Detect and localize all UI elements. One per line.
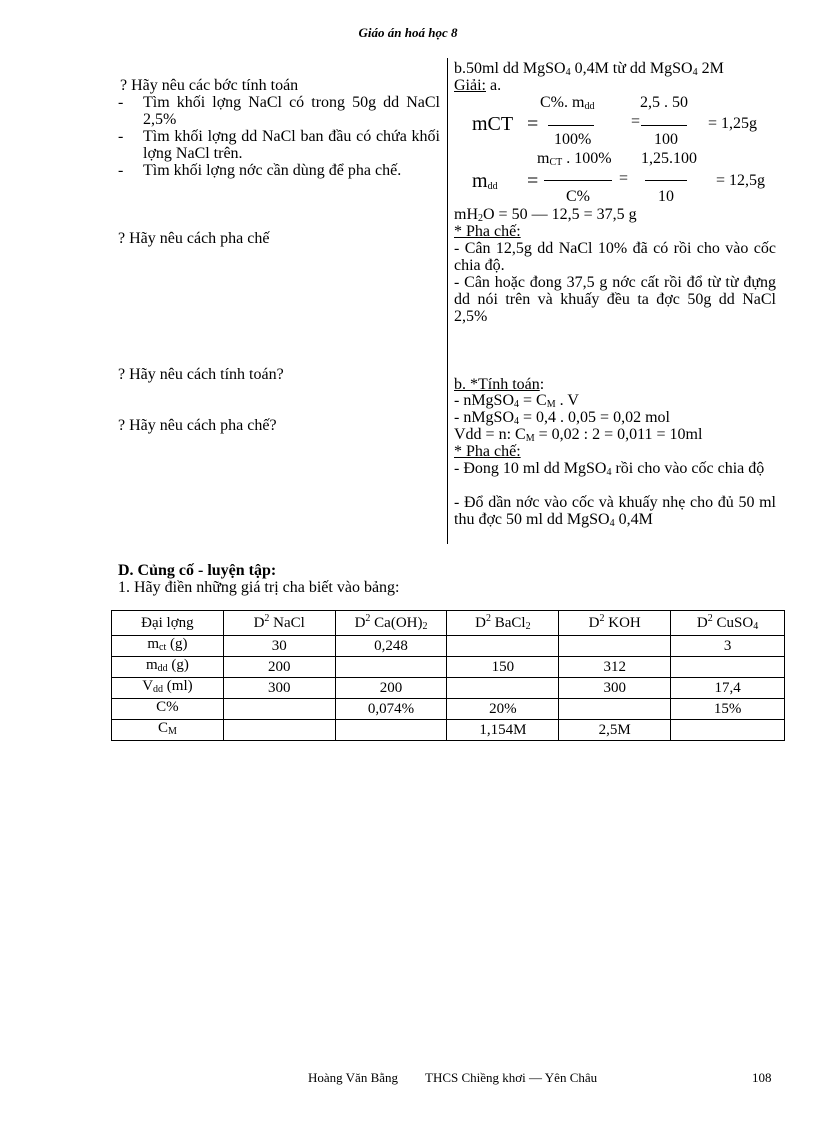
- eq1-num2: 2,5 . 50: [640, 94, 688, 111]
- page-header-title: Giáo án hoá học 8: [358, 25, 458, 40]
- pha-che-heading-1: * Pha chế:: [454, 223, 521, 240]
- table-cell: [223, 699, 335, 720]
- eq2-num1: $m_{CT}$ . 100%: [537, 150, 612, 168]
- section-d-title: D. Củng cố - luyện tập:: [118, 562, 277, 579]
- left-question-2: ? Hãy nêu cách pha chế: [118, 230, 270, 247]
- table-header-cell: $D^2$ KOH: [559, 611, 671, 636]
- table-cell: 2,5M: [559, 720, 671, 741]
- row-label: C%: [112, 699, 224, 720]
- pha-che-step-2: - Cân hoặc đong 37,5 g nớc cất rồi đổ từ từ đựng dd nói trên và khuấy đều ta đợc 50g dd NaCl 2,5%: [454, 274, 776, 325]
- eq1-den2: 100: [654, 131, 678, 148]
- eq1-fraction-bar-2: [641, 125, 687, 126]
- table-row: [112, 699, 785, 720]
- table-cell: [559, 699, 671, 720]
- eq2-lhs: $m_{dd}$: [472, 170, 498, 192]
- eq2-equals: =: [527, 170, 539, 192]
- eq1-den1: 100%: [554, 131, 592, 148]
- table-cell: 15%: [671, 699, 785, 720]
- step-item-3: - Tìm khối lợng nớc cần dùng để pha chế.: [118, 162, 402, 179]
- table-row: [112, 636, 785, 657]
- table-cell: [447, 636, 559, 657]
- table-cell: [447, 678, 559, 699]
- page-number: 108: [752, 1070, 772, 1085]
- table-cell: 300: [559, 678, 671, 699]
- table-cell: 1,154M: [447, 720, 559, 741]
- table-cell: [335, 720, 447, 741]
- table-cell: [223, 720, 335, 741]
- table-header-cell: $D^2$ NaCl: [223, 611, 335, 636]
- step-item-1: - Tìm khối lợng NaCl có trong 50g dd NaCl 2,5%: [118, 94, 440, 128]
- calc-line-3: Vdd = n: $C_M = 0,02$ : 2 = 0,011 = 10ml: [454, 426, 703, 444]
- eq2-fraction-bar-1: [544, 180, 612, 181]
- row-label: $m_{ct}$ (g): [112, 636, 224, 657]
- eq2-equals-2: =: [619, 170, 629, 187]
- table-cell: 150: [447, 657, 559, 678]
- table-header-row: [112, 611, 785, 636]
- footer-school: THCS Chiềng khơi — Yên Châu: [425, 1070, 598, 1085]
- question-steps: ? Hãy nêu các bớc tính toán: [120, 77, 299, 94]
- right-title: b.50ml dd MgSO$_4$ 0,4M từ dd MgSO$_4$ 2M: [454, 60, 724, 78]
- table-cell: [671, 720, 785, 741]
- left-question-1: [110, 77, 440, 179]
- eq1-num1: C%. $m_{dd}$: [540, 94, 595, 112]
- eq1-fraction-bar-1: [548, 125, 594, 126]
- table-header-cell: $D^2$ $Ca(OH)_2$: [335, 611, 447, 636]
- eq1-lhs: mCT: [472, 113, 514, 135]
- eq2-result: = 12,5g: [716, 172, 766, 189]
- table-row: [112, 657, 785, 678]
- table-header-cell: $D^2$ CuSO$_4$: [671, 611, 785, 636]
- table-header-cell: $D^2$ BaCl$_2$: [447, 611, 559, 636]
- steps-list: [110, 94, 440, 179]
- pha-che-step-1: - Cân 12,5g dd NaCl 10% đã có rồi cho vào cốc chia độ.: [454, 240, 776, 274]
- table-cell: [559, 636, 671, 657]
- solution-label: Giải: a.: [454, 77, 502, 94]
- eq1-result: = 1,25g: [708, 115, 758, 132]
- pha-che-heading-2: * Pha chế:: [454, 443, 521, 460]
- step-item-2: - Tìm khối lợng dd NaCl ban đầu có chứa khối lợng NaCl trên.: [118, 128, 440, 162]
- calc-line-2: - nMgSO$_4$ = 0,4 . 0,05 = 0,02 mol: [454, 409, 670, 427]
- eq2-den1: C%: [566, 188, 590, 205]
- section-d-instruction: 1. Hãy điền những giá trị cha biết vào bảng:: [118, 579, 400, 596]
- calc-line-1: - nMgSO$_4$ = $C_M$ . V: [454, 392, 579, 410]
- left-question-3: ? Hãy nêu cách tính toán?: [118, 366, 284, 383]
- row-label: $C_M$: [112, 720, 224, 741]
- table-cell: [335, 657, 447, 678]
- table-cell: 200: [223, 657, 335, 678]
- table-cell: 17,4: [671, 678, 785, 699]
- table-cell: 312: [559, 657, 671, 678]
- pha-che2-step-2: - Đổ dần nớc vào cốc và khuấy nhẹ cho đủ 50 ml thu đợc 50 ml dd MgSO$_4$ 0,4M: [454, 494, 776, 529]
- eq2-fraction-bar-2: [645, 180, 687, 181]
- table-row: [112, 720, 785, 741]
- exercise-table: [111, 610, 785, 741]
- table-row: [112, 678, 785, 699]
- column-divider: [447, 58, 448, 544]
- table-cell: 0,248: [335, 636, 447, 657]
- table-cell: 0,074%: [335, 699, 447, 720]
- table-header-cell: Đại lợng: [112, 611, 224, 636]
- table-cell: [671, 657, 785, 678]
- table-cell: 3: [671, 636, 785, 657]
- eq2-num2: 1,25.100: [641, 150, 697, 167]
- footer-author: Hoàng Văn Bằng: [308, 1070, 399, 1085]
- step-text-2: Tìm khối lợng dd NaCl ban đầu có chứa khối lợng NaCl trên.: [143, 128, 440, 162]
- eq1-equals-2: =: [631, 113, 641, 130]
- water-mass-line: $mH_2O = 50$ — 12,5 = 37,5 g: [454, 206, 637, 224]
- table-cell: 200: [335, 678, 447, 699]
- eq1-equals: =: [527, 113, 539, 135]
- step-text-3: Tìm khối lợng nớc cần dùng để pha chế.: [143, 162, 402, 179]
- eq2-den2: 10: [658, 188, 674, 205]
- table-cell: 300: [223, 678, 335, 699]
- left-question-4: ? Hãy nêu cách pha chế?: [118, 417, 277, 434]
- table-cell: 30: [223, 636, 335, 657]
- row-label: $m_{dd}$ (g): [112, 657, 224, 678]
- part-b-heading: b. *Tính toán:: [454, 376, 545, 393]
- row-label: $V_{dd}$ (ml): [112, 678, 224, 699]
- pha-che2-step-1: - Đong 10 ml dd MgSO$_4$ rồi cho vào cốc chia độ: [454, 460, 765, 478]
- step-text-1: Tìm khối lợng NaCl có trong 50g dd NaCl 2,5%: [143, 94, 440, 128]
- table-cell: 20%: [447, 699, 559, 720]
